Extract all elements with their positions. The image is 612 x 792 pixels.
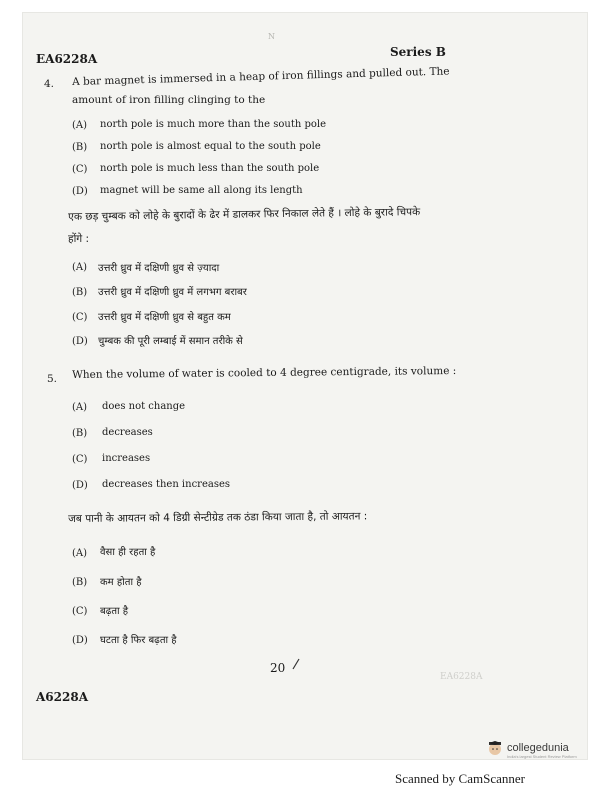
hindi-option-text: घटता है फिर बढ़ता है — [100, 635, 177, 646]
pen-tick-mark — [292, 658, 300, 670]
question-text-line: amount of iron filling clinging to the — [72, 94, 266, 106]
hindi-option-text: चुम्बक की पूरी लम्बाई में समान तरीके से — [98, 336, 243, 347]
faint-bleed-text: EA6228A — [440, 672, 483, 682]
scanned-page — [22, 12, 588, 760]
option-label: (B) — [72, 577, 88, 588]
option-label: (C) — [72, 606, 88, 617]
option-label: (B) — [72, 428, 88, 439]
paper-code-bottom: A6228A — [36, 690, 89, 704]
option-text: north pole is almost equal to the south pole — [100, 141, 321, 152]
hindi-question-line: एक छड़ चुम्बक को लोहे के बुरादों के ढेर में डालकर फिर निकाल लेते हैं । लोहे के बुरादे चिपके — [68, 206, 421, 223]
hindi-option-text: बढ़ता है — [100, 606, 129, 617]
option-label: (D) — [72, 635, 88, 646]
hindi-option-text: उत्तरी ध्रुव में दक्षिणी ध्रुव से ज़्यादा — [98, 263, 220, 274]
option-text: magnet will be same all along its length — [100, 185, 303, 196]
hindi-option-text: वैसा ही रहता है — [100, 547, 156, 558]
question-number: 5. — [47, 373, 58, 385]
option-label: (D) — [72, 186, 88, 197]
option-label: (D) — [72, 336, 88, 347]
hindi-option-text: उत्तरी ध्रुव में दक्षिणी ध्रुव से बहुत कम — [98, 312, 231, 323]
option-text: does not change — [102, 401, 186, 412]
page-number: 20 — [270, 661, 286, 675]
option-text: north pole is much less than the south pole — [100, 163, 320, 174]
option-label: (C) — [72, 454, 88, 465]
student-mascot-icon — [487, 740, 503, 756]
top-mark: N — [268, 32, 275, 41]
option-label: (A) — [72, 262, 88, 273]
hindi-question-text: जब पानी के आयतन को 4 डिग्री सेन्टीग्रेड तक ठंडा किया जाता है, तो आयतन : — [68, 510, 368, 525]
hindi-option-text: कम होता है — [100, 577, 142, 588]
option-label: (D) — [72, 480, 88, 491]
series-label: Series B — [390, 45, 446, 59]
option-label: (A) — [72, 120, 88, 131]
option-label: (C) — [72, 164, 88, 175]
question-text: When the volume of water is cooled to 4 degree centigrade, its volume : — [72, 364, 457, 381]
paper-code: EA6228A — [36, 52, 98, 66]
option-label: (A) — [72, 548, 88, 559]
option-text: decreases — [102, 427, 153, 438]
collegedunia-name: collegedunia — [507, 742, 569, 754]
option-label: (A) — [72, 402, 88, 413]
camscanner-watermark: Scanned by CamScanner — [395, 771, 525, 786]
question-text-line: A bar magnet is immersed in a heap of iron fillings and pulled out. The — [72, 65, 450, 88]
collegedunia-tagline: India's largest Student Review Platform — [507, 754, 577, 759]
collegedunia-logo — [487, 736, 577, 759]
option-label: (B) — [72, 287, 88, 298]
option-label: (C) — [72, 312, 88, 323]
question-number: 4. — [44, 78, 55, 90]
option-text: north pole is much more than the south pole — [100, 119, 326, 130]
hindi-question-line: होंगे : — [68, 233, 90, 245]
option-text: increases — [102, 453, 151, 464]
hindi-option-text: उत्तरी ध्रुव में दक्षिणी ध्रुव में लगभग बराबर — [98, 287, 247, 298]
option-text: decreases then increases — [102, 479, 231, 490]
option-label: (B) — [72, 142, 88, 153]
